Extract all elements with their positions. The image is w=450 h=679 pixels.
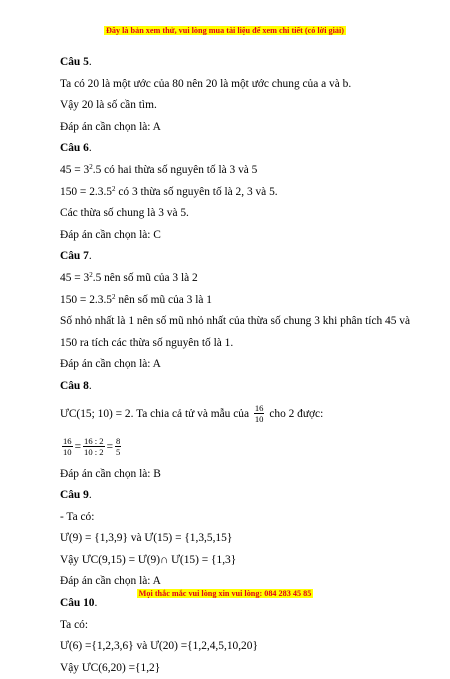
fraction-b: $\frac{16 : 2}{10 : 2}$: [84, 436, 104, 458]
contact-banner: Mọi thắc mắc vui lòng xin vui lòng: 084 283 45 85: [138, 589, 312, 598]
q7-line-4: 150 ra tích các thừa số nguyên tố là 1.: [60, 336, 234, 349]
fraction-16-10: $\frac{16}{10}$: [254, 403, 264, 425]
q10-line-1: Ta có:: [60, 618, 88, 631]
q9-line-2: Ư(9) = {1,3,9} và Ư(15) = {1,3,5,15}: [60, 532, 233, 545]
q10-line-2: Ư(6) ={1,2,3,6} và Ư(20) ={1,2,4,5,10,20}: [60, 640, 258, 653]
q5-line-1: Ta có 20 là một ước của 80 nên 20 là một ước chung của a và b.: [60, 77, 352, 90]
q10-line-3: Vậy ƯC(6,20) ={1,2}: [60, 661, 161, 674]
preview-banner: Đây là bản xem thử, vui lòng mua tài liệu để xem chi tiết (có lời giải): [105, 26, 344, 35]
q7-line-3: Số nhỏ nhất là 1 nên số mũ nhỏ nhất của thừa số chung 3 khi phân tích 45 và: [60, 315, 411, 328]
q6-line-2: $150 = 2.3.5^2$ có 3 thừa số nguyên tố là 2, 3 và 5.: [60, 184, 278, 198]
solution-content: [60, 52, 420, 679]
question-5-heading: Câu 5.: [60, 56, 92, 68]
fraction-a: $\frac{16}{10}$: [63, 436, 72, 458]
q8-line-1: ƯC(15; 10) = 2. Ta chia cả tử và mẫu của $\frac{16}{10}$ cho 2 được:: [60, 403, 324, 425]
q7-line-2: $150 = 2.3.5^2$ nên số mũ của 3 là 1: [60, 292, 212, 306]
q9-line-3: Vậy ƯC(9,15) = Ư(9)∩ Ư(15) = {1,3}: [60, 553, 237, 566]
q7-answer: Đáp án cần chọn là: A: [60, 358, 161, 371]
q6-answer: Đáp án cần chọn là: C: [60, 228, 161, 241]
q9-answer: Đáp án cần chọn là: A: [60, 575, 161, 588]
fraction-c: $\frac{8}{5}$: [116, 436, 121, 458]
q6-line-3: Các thừa số chung là 3 và 5.: [60, 207, 189, 220]
question-9-heading: Câu 9.: [60, 489, 92, 502]
q6-line-1: $45 = 3^2.5$ có hai thừa số nguyên tố là 3 và 5: [60, 162, 258, 176]
q8-answer: Đáp án cần chọn là: B: [60, 467, 161, 480]
q8-fraction-equation: $\frac{16}{10}$ = $\frac{16 : 2}{10 : 2}$ = $\frac{8}{5}$: [63, 436, 121, 458]
question-10-heading: Câu 10.: [60, 597, 98, 610]
q7-line-1: $45 = 3^2.5$ nên số mũ của 3 là 2: [60, 270, 198, 284]
q9-line-1: - Ta có:: [60, 510, 95, 523]
question-7-heading: Câu 7.: [60, 250, 92, 263]
q5-line-2: Vậy 20 là số cần tìm.: [60, 99, 157, 112]
question-6-heading: Câu 6.: [60, 142, 92, 155]
q5-answer: Đáp án cần chọn là: A: [60, 120, 161, 133]
question-8-heading: Câu 8.: [60, 379, 92, 392]
